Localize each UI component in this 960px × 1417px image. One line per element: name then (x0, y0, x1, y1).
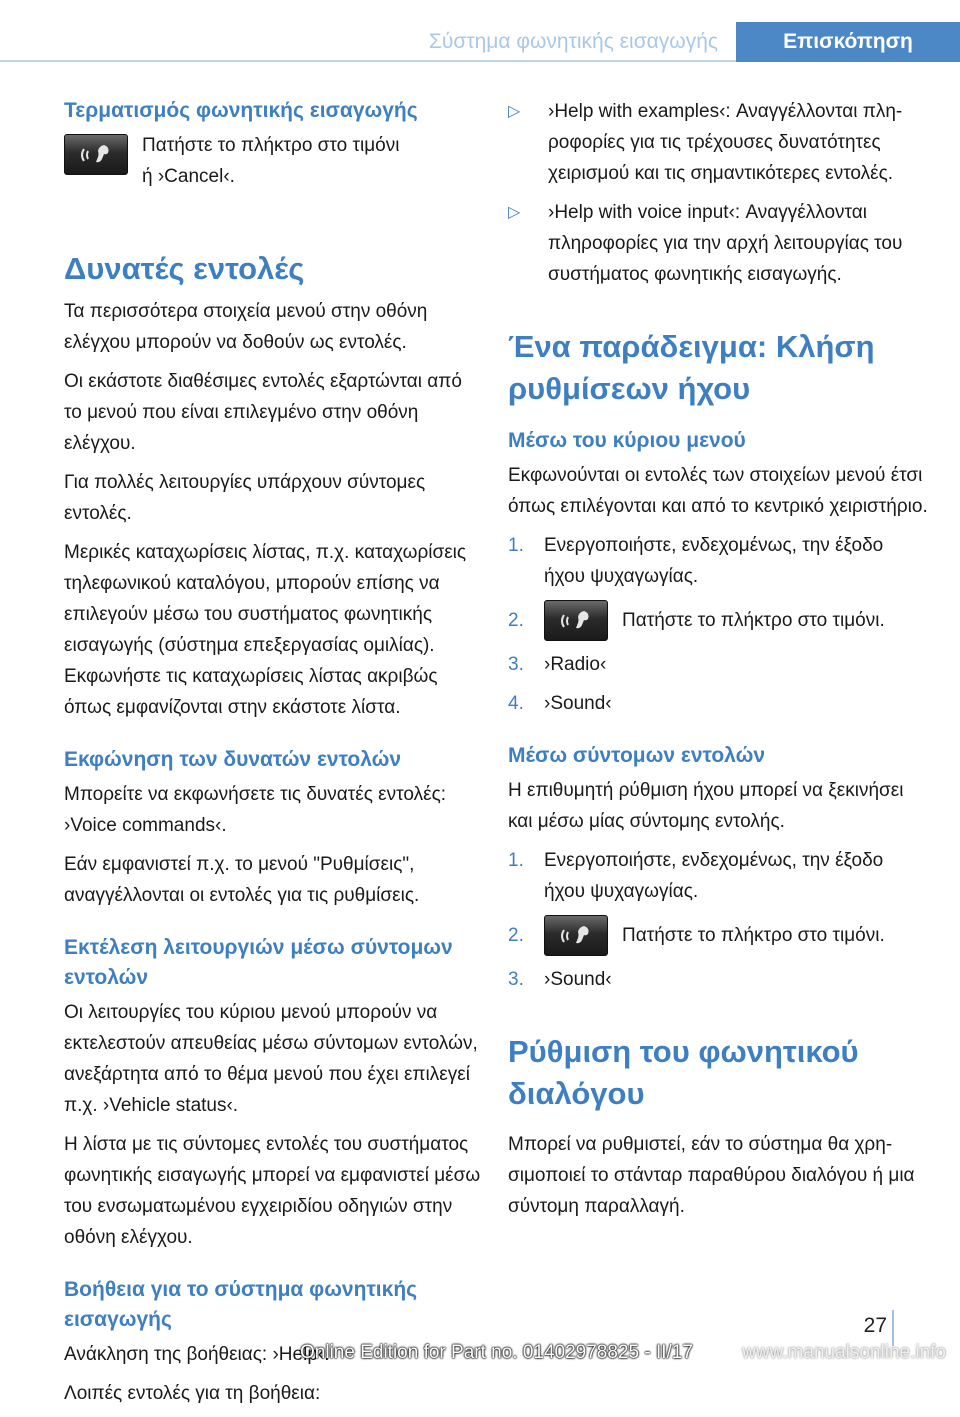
step-text: ›Radio‹ (544, 654, 607, 675)
step-text: ›Sound‹ (544, 969, 612, 990)
example-title: Ένα παράδειγμα: Κλήση ρυθμίσεων ήχου (508, 329, 875, 406)
shortcut-paragraph-1: Οι λειτουργίες του κύριου μενού μπορούν να εκτελεστούν απευθείας μέσω σύντομων εντολών, ανεξάρτητα από το θέμα μενού που έχει επιλεγεί π.χ. ›Vehicle status‹. (64, 1002, 478, 1116)
short-step-3 (508, 964, 928, 995)
step-text: Ενεργοποιήστε, ενδεχομένως, την έξοδο ήχου ψυχαγωγίας. (544, 850, 884, 902)
help-bullet-text: ›Help with examples‹: Αναγγέλλονται πληροφορίες για τις τρέχουσες δυνατότητες χειρισμού και τις σημαντικότερες εντολές. (548, 101, 903, 184)
main-step-4 (508, 688, 928, 719)
step-text: Ενεργοποιήστε, ενδεχομένως, την έξοδο ήχου ψυχαγωγίας. (544, 535, 884, 587)
dialog-paragraph: Μπορεί να ρυθμιστεί, εάν το σύστημα θα χρησιμοποιεί το στάνταρ παραθύρου διαλόγου ή μια σύντομη παραλλαγή. (508, 1134, 915, 1217)
page-header (0, 0, 960, 64)
main-step-1 (508, 530, 928, 592)
bullet-triangle-icon: ▷ (508, 204, 521, 221)
step-number: 3. (508, 969, 524, 990)
step-text: Πατήστε το πλήκτρο στο τιμόνι. (622, 610, 885, 631)
short-commands-paragraph: Η επιθυμητή ρύθμιση ήχου μπορεί να ξεκινήσει και μέσω μίας σύντομης εντολής. (508, 780, 904, 832)
pronounce-paragraph-2: Εάν εμφανιστεί π.χ. το μενού "Ρυθμίσεις", αναγγέλλονται οι εντολές για τις ρυθμίσεις. (64, 854, 420, 906)
commands-paragraph-2: Οι εκάστοτε διαθέσιμες εντολές εξαρτώνται από το μενού που είναι επιλεγμένο στην οθόνη ελέγχου. (64, 371, 462, 454)
help-bullet (508, 197, 928, 290)
shortcut-paragraph-2: Η λίστα με τις σύντομες εντολές του συστήματος φωνητικής εισαγωγής μπορεί να εμφανιστεί μέσω του ενσωματωμένου εγχειριδίου οδηγιών στην οθόνη ελέγχου. (64, 1134, 481, 1248)
step-number: 3. (508, 654, 524, 675)
help-paragraph-2: Λοιπές εντολές για τη βοήθεια: (64, 1383, 321, 1404)
commands-paragraph-3: Για πολλές λειτουργίες υπάρχουν σύντομες εντολές. (64, 472, 426, 524)
help-paragraph-1: Ανάκληση της βοήθειας: ›Help‹. (64, 1344, 330, 1365)
main-menu-paragraph: Εκφωνούνται οι εντολές των στοιχείων μενού έτσι όπως επιλέγονται και από το κεντρικό χειριστήριο. (508, 465, 928, 517)
end-voice-text-line1: Πατήστε το πλήκτρο στο τιμόνι (142, 135, 400, 156)
step-number: 4. (508, 693, 524, 714)
help-bullet (508, 96, 928, 189)
main-menu-heading: Μέσω του κύριου μενού (508, 429, 746, 452)
page-number: 27 (863, 1314, 887, 1337)
pronounce-paragraph-1: Μπορείτε να εκφωνήσετε τις δυνατές εντολές: ›Voice commands‹. (64, 784, 447, 836)
step-text: ›Sound‹ (544, 693, 612, 714)
header-chapter-tab: Επισκόπηση (736, 22, 960, 62)
commands-paragraph-1: Τα περισσότερα στοιχεία μενού στην οθόνη ελέγχου μπορούν να δοθούν ως εντολές. (64, 301, 428, 353)
voice-button-icon (544, 915, 608, 956)
step-number: 2. (508, 925, 524, 946)
dialog-title: Ρύθμιση του φωνητικού διαλόγου (508, 1034, 859, 1111)
left-column (64, 96, 484, 1417)
step-text: Πατήστε το πλήκτρο στο τιμόνι. (622, 925, 885, 946)
shortcut-heading: Εκτέλεση λειτουργιών μέσω σύντομων εντολών (64, 936, 453, 989)
short-commands-heading: Μέσω σύντομων εντολών (508, 744, 765, 767)
bullet-triangle-icon: ▷ (508, 103, 521, 120)
header-rule (0, 24, 736, 62)
end-voice-row (64, 134, 484, 192)
short-step-1 (508, 845, 928, 907)
page-footer (0, 1310, 960, 1362)
end-voice-heading: Τερματισμός φωνητικής εισαγωγής (64, 99, 418, 122)
main-step-2 (508, 600, 928, 641)
help-heading: Βοήθεια για το σύστημα φωνητικής εισαγωγής (64, 1278, 418, 1331)
footer-rule (892, 1310, 894, 1346)
end-voice-text-line2: ή ›Cancel‹. (142, 166, 235, 187)
step-number: 2. (508, 610, 524, 631)
edition-note: Online Edition for Part no. 01402978825 - II/17 (300, 1342, 693, 1363)
short-step-2 (508, 915, 928, 956)
pronounce-heading: Εκφώνηση των δυνατών εντολών (64, 748, 402, 771)
help-bullet-text: ›Help with voice input‹: Αναγγέλλονται πληροφορίες για την αρχή λειτουργίας του συστήματος φωνητικής εισαγωγής. (548, 202, 903, 285)
voice-button-icon (64, 134, 128, 175)
commands-paragraph-4: Μερικές καταχωρίσεις λίστας, π.χ. καταχωρίσεις τηλεφωνικού καταλόγου, μπορούν επίσης να επιλεγούν μέσω του συστήματος φωνητικής εισαγωγής (σύστημα επεξεργασίας ομιλίας). Εκφωνήστε τις καταχωρίσεις λίστας ακριβώς όπως εμφανίζονται στην εκάστοτε λίστα. (64, 542, 467, 718)
step-number: 1. (508, 535, 524, 556)
voice-button-icon (544, 600, 608, 641)
commands-title: Δυνατές εντολές (64, 251, 305, 286)
watermark-text: www.manualsonline.info (742, 1342, 946, 1363)
end-voice-text (142, 130, 399, 192)
right-column (508, 96, 928, 1230)
step-number: 1. (508, 850, 524, 871)
header-section-title: Σύστημα φωνητικής εισαγωγής (428, 30, 718, 53)
main-step-3 (508, 649, 928, 680)
